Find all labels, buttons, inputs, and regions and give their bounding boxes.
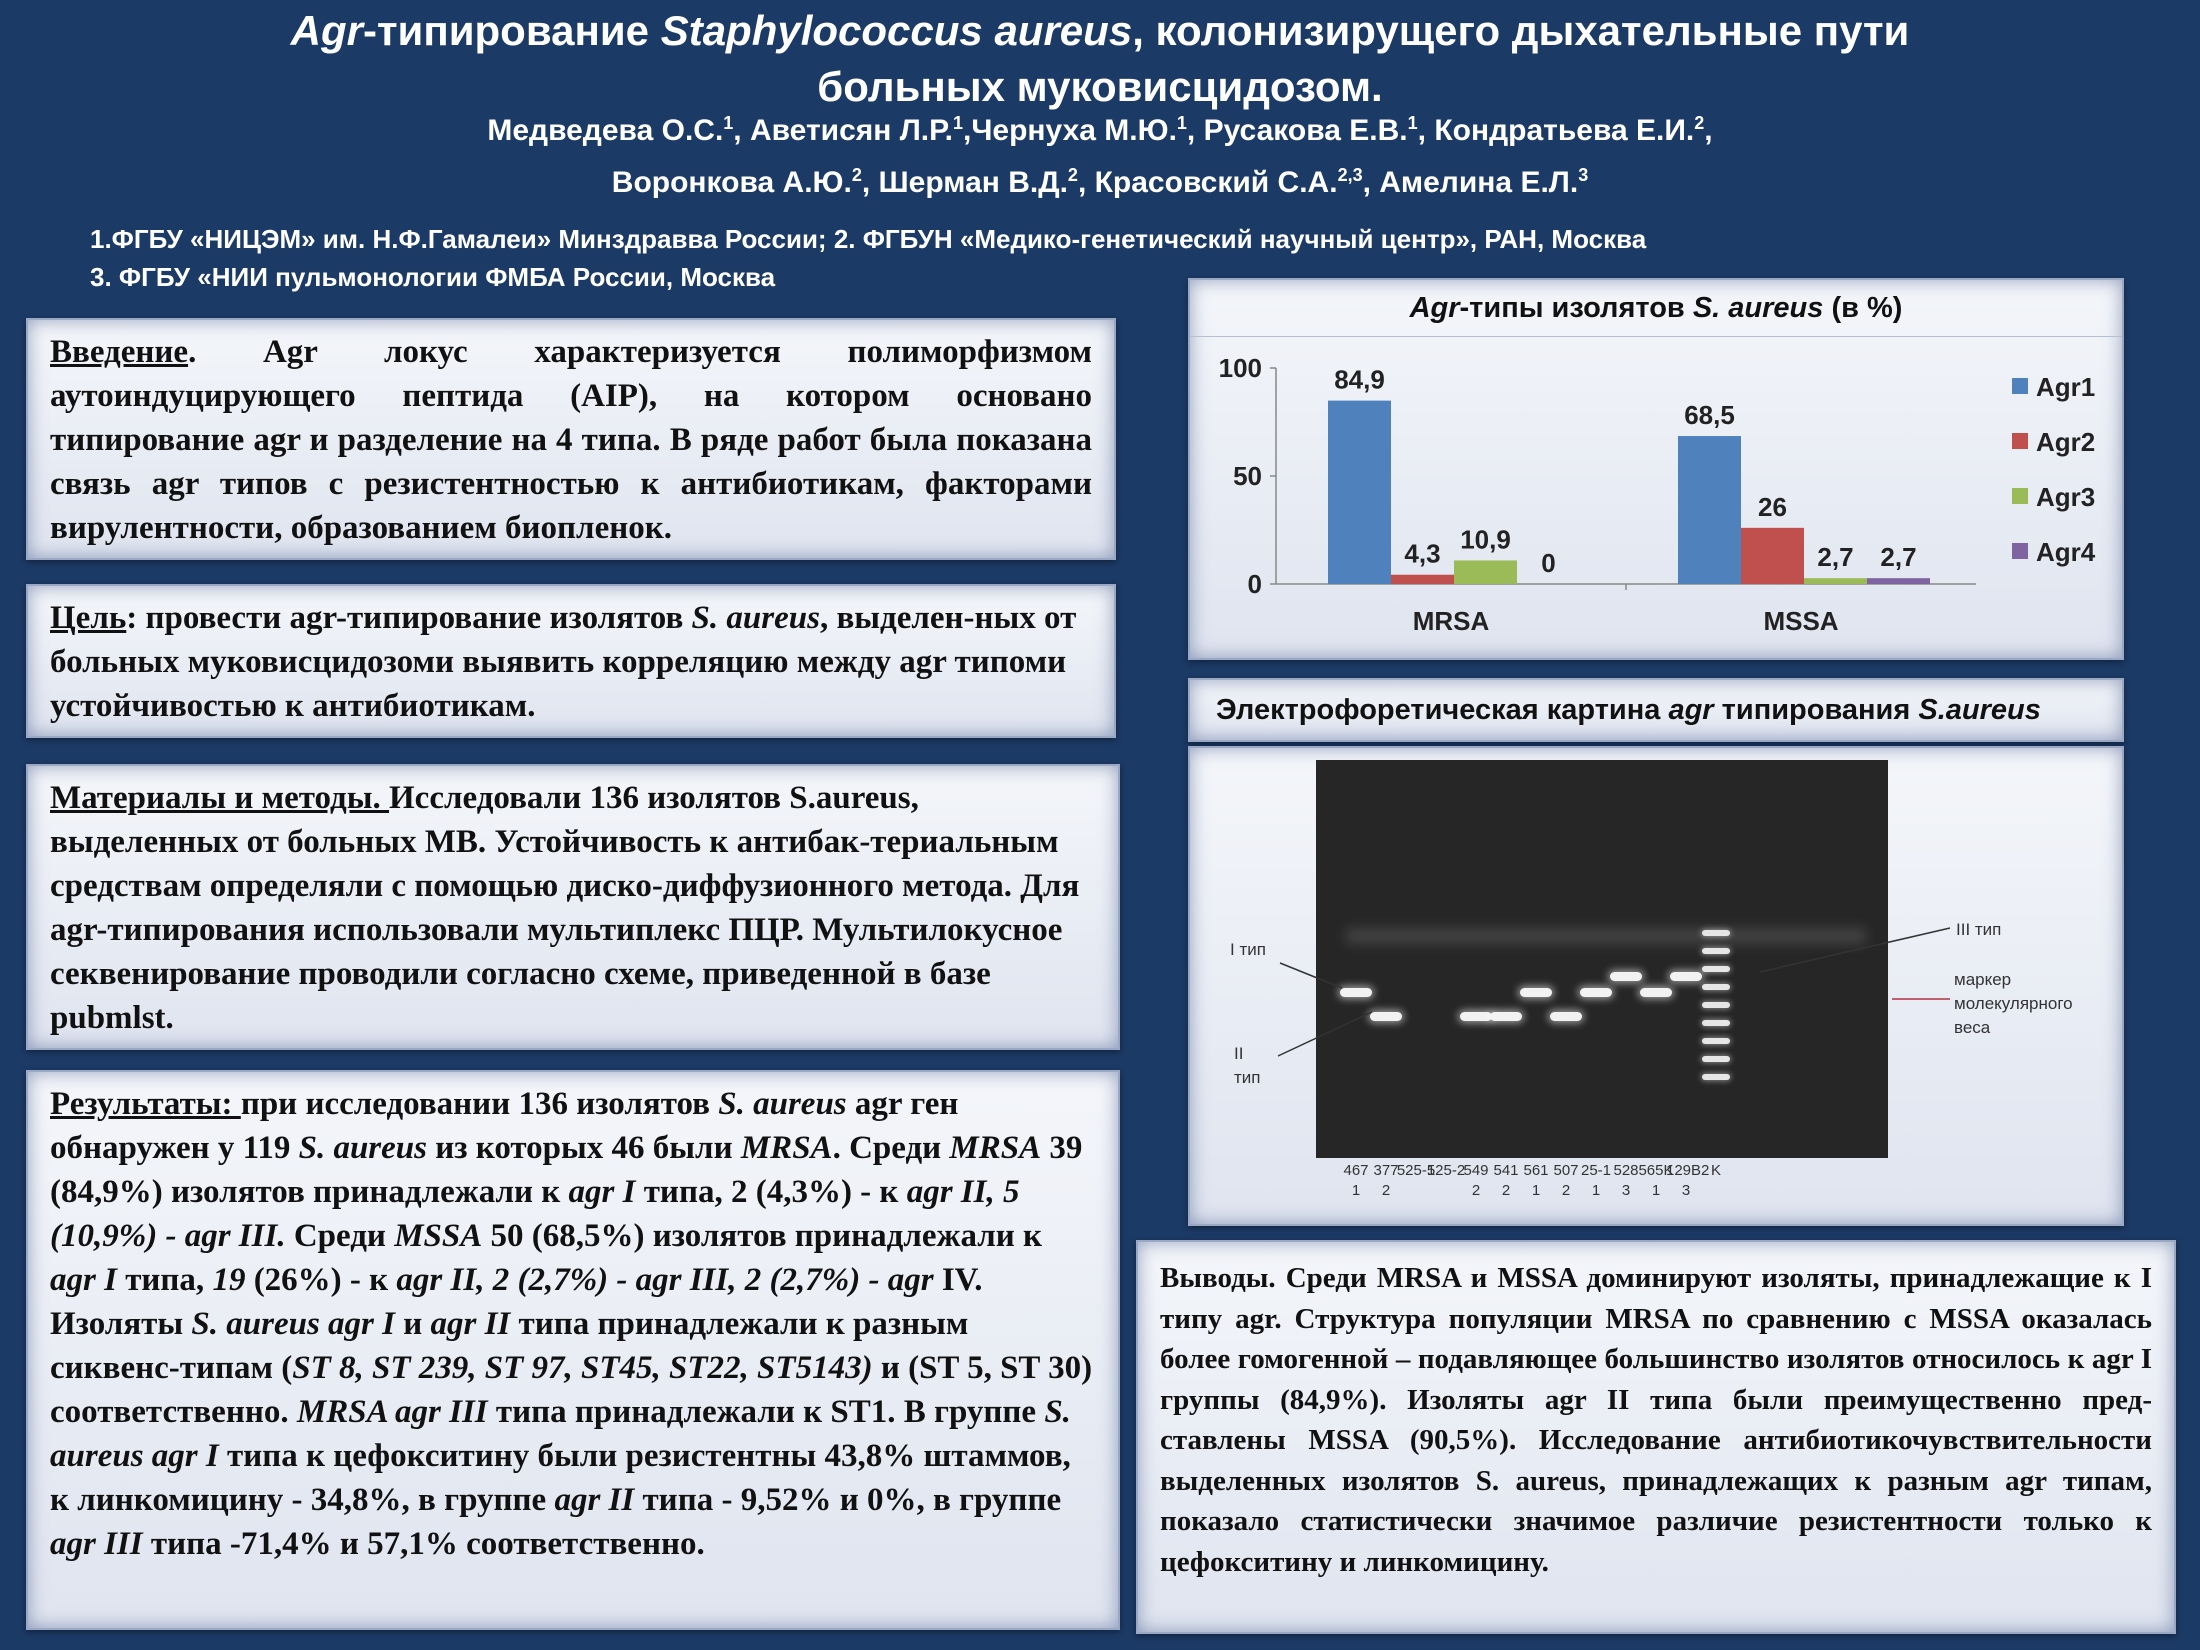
annotation-line: [1760, 928, 1950, 972]
author-name: Шерман В.Д.$^2$: [878, 165, 1078, 199]
results-text: при исследовании 136 изолятов S. aureus agr ген обнаружен у 119 S. aureus из которых 46 были MRSA. Среди MRSA 39 (84,9%) изолятов принадлежали к agr I типа, 2 (4,3%) - к agr II, 5 (10,9%) - agr III. Среди MSSA 50 (68,5%) изолятов принадлежали к agr I типа, 19 (26%) - к agr II, 2 (2,7%) - agr III, 2 (2,7%) - agr IV. Изоляты S. aureus agr I и agr II типа принадлежали к разным сиквенс-типам (ST 8, ST 239, ST 97, ST45, ST22, ST5143) и (ST 5, ST 30) соответственно. MRSA agr III типа принадлежали к ST1. В группе S. aureus agr I типа к цефокситину были резистентны 43,8% штаммов, к линкомицину - 34,8%, в группе agr II типа - 9,52% и 0%, в группе agr III типа -71,4% и 57,1% соответственно.: [50, 1086, 1093, 1562]
data-label: 26: [1758, 491, 1787, 522]
gel-label-marker-1: маркер: [1954, 970, 2012, 989]
legend-label: Agr1: [2036, 372, 2096, 402]
gel-label-marker-3: веса: [1954, 1018, 1991, 1037]
legend-swatch: [2012, 433, 2028, 449]
lane-id-label: 525-2: [1426, 1162, 1466, 1179]
y-tick-label: 100: [1218, 353, 1262, 383]
lane-id-label: 549: [1463, 1162, 1489, 1179]
conclusions-text: Выводы. Среди MRSA и MSSA доминируют изоляты, принадлежащие к I типу agr. Структура популяции MRSA по сравнению с MSSA оказалась более гомогенной – подавляющее большинство изолятов относилось к agr I группы (84,9%). Изоляты agr II типа были преимущественно пред-ставлены MSSA (90,5%). Исследование антибиотикочувствительности выделенных изолятов S. aureus, принадлежащих к разным agr типам, показало статистически значимое различие резистентности только к цефокситину и линкомицину.: [1160, 1262, 2152, 1578]
agr-types-chart-panel: [1188, 278, 2124, 660]
lane-type-label: 3: [1681, 1182, 1691, 1199]
bar-agr4-mssa: [1867, 578, 1930, 584]
lane-id-label: K: [1710, 1162, 1721, 1179]
bar-agr1-mssa: [1678, 436, 1741, 584]
data-label: 0: [1541, 548, 1556, 578]
lane-id-label: 565K: [1638, 1162, 1674, 1179]
lane-type-label: 1: [1591, 1182, 1601, 1199]
goal-label: Цель: [50, 600, 127, 636]
author-name: Кондратьева Е.И.$^2$: [1434, 113, 1705, 147]
author-name: Русакова Е.В.$^1$: [1203, 113, 1418, 147]
chart-title: Agr-типы изолятов S. aureus (в %): [1190, 280, 2122, 337]
lane-id-label: 25-1: [1580, 1162, 1612, 1179]
gel-label-type1: I тип: [1230, 940, 1266, 959]
lane-type-label: 1: [1531, 1182, 1541, 1199]
authors-line1: Медведева О.С.$^1$, Аветисян Л.Р.$^1$,Чернуха М.Ю.$^1$, Русакова Е.В.$^1$, Кондратьева Е.И.$^2$,: [487, 113, 1713, 147]
electrophoresis-image-panel: [1188, 746, 2124, 1226]
results-panel: [26, 1070, 1120, 1630]
lane-id-label: 561: [1523, 1162, 1549, 1179]
conclusions-panel: [1136, 1240, 2176, 1634]
goal-panel: Цель: провести agr-типирование изолятов S. aureus, выделен-ных от больных муковисцидозоми выявить корреляцию между agr типоми устойчивостью к антибиотикам.: [26, 584, 1116, 738]
data-label: 4,3: [1404, 538, 1441, 569]
bar-agr2-mssa: [1741, 528, 1804, 584]
data-label: 2,7: [1817, 542, 1854, 573]
annotation-line: [1280, 963, 1342, 988]
category-label: MSSA: [1763, 606, 1839, 636]
introduction-text: . Agr локус характеризуется полиморфизмом аутоиндуцирующего пептида (AIP), на котором основано типирование agr и разделение на 4 типа. В ряде работ была показана связь agr типов с резистентностью к антибиотикам, факторами вирулентности, образованием биопленок.: [50, 334, 1092, 546]
results-label: Результаты:: [50, 1086, 241, 1122]
bar-agr3-mssa: [1804, 578, 1867, 584]
lane-id-label: 377: [1373, 1162, 1399, 1179]
author-name: Воронкова А.Ю.$^2$: [611, 165, 862, 199]
lane-type-label: 3: [1621, 1182, 1631, 1199]
legend-label: Agr3: [2036, 482, 2096, 512]
author-name: Амелина Е.Л.$^3$: [1379, 165, 1589, 199]
gel-label-type2: II: [1234, 1044, 1244, 1063]
lane-id-label: 467: [1343, 1162, 1369, 1179]
author-name: Чернуха М.Ю.$^1$: [971, 113, 1187, 147]
poster-title-line1: Agr-типирование Staphylococcus aureus, колонизирущего дыхательные пути: [290, 7, 1910, 54]
lane-id-label: 129B2: [1666, 1162, 1710, 1179]
legend-label: Agr4: [2036, 537, 2096, 567]
lane-type-label: 2: [1561, 1182, 1571, 1199]
lane-type-label: 1: [1651, 1182, 1661, 1199]
electrophoresis-title-panel: Электрофоретическая картина agr типирования S.aureus: [1188, 678, 2124, 742]
lane-id-label: 525-1: [1396, 1162, 1436, 1179]
legend-swatch: [2012, 488, 2028, 504]
lane-type-label: 2: [1381, 1182, 1391, 1199]
authors-line2: Воронкова А.Ю.$^2$, Шерман В.Д.$^2$, Красовский С.А.$^{2,3}$, Амелина Е.Л.$^3$: [611, 165, 1589, 199]
bar-agr1-mrsa: [1328, 401, 1391, 584]
lane-type-label: 2: [1471, 1182, 1481, 1199]
data-label: 68,5: [1684, 400, 1735, 431]
bar-agr3-mrsa: [1454, 560, 1517, 584]
data-label: 2,7: [1880, 542, 1917, 573]
introduction-panel: [26, 318, 1116, 560]
author-name: Медведева О.С.$^1$: [487, 113, 734, 147]
bar-chart: [1190, 336, 2122, 658]
methods-label: Материалы и методы.: [50, 780, 390, 816]
gel-label-type2-b: тип: [1234, 1068, 1261, 1087]
poster-title-line2: больных муковисцидозом.: [817, 63, 1383, 110]
legend-label: Agr2: [2036, 427, 2096, 457]
lane-type-label: 2: [1501, 1182, 1511, 1199]
gel-label-marker-2: молекулярного: [1954, 994, 2073, 1013]
lane-id-label: 541: [1493, 1162, 1519, 1179]
data-label: 10,9: [1460, 524, 1511, 555]
y-tick-label: 50: [1233, 461, 1262, 491]
author-name: Красовский С.А.$^{2,3}$: [1094, 165, 1363, 199]
author-name: Аветисян Л.Р.$^1$: [749, 113, 963, 147]
legend-swatch: [2012, 378, 2028, 394]
lane-id-label: 507: [1553, 1162, 1579, 1179]
gel-label-type3: III тип: [1956, 920, 2002, 939]
bar-agr2-mrsa: [1391, 575, 1454, 584]
affiliation-line2: 3. ФГБУ «НИИ пульмонологии ФМБА России, Москва: [90, 262, 776, 292]
annotation-line: [1278, 1012, 1372, 1056]
lane-type-label: 1: [1351, 1182, 1361, 1199]
lane-id-label: 528: [1613, 1162, 1639, 1179]
data-label: 84,9: [1334, 364, 1385, 395]
introduction-label: Введение: [50, 334, 189, 370]
affiliation-line1: 1.ФГБУ «НИЦЭМ» им. Н.Ф.Гамалеи» Минздравва России; 2. ФГБУН «Медико-генетический научный центр», РАН, Москва: [90, 224, 1647, 254]
methods-panel: [26, 764, 1120, 1050]
legend-swatch: [2012, 543, 2028, 559]
methods-text: Исследовали 136 изолятов S.aureus, выделенных от больных МВ. Устойчивость к антибак-териальным средствам определяли с помощью диско-диффузионного метода. Для agr-типирования использовали мультиплекс ПЦР. Мультилокусное секвенирование проводили согласно схеме, приведенной в базе pubmlst.: [50, 780, 1080, 1036]
category-label: MRSA: [1412, 606, 1490, 636]
y-tick-label: 0: [1247, 569, 1262, 599]
